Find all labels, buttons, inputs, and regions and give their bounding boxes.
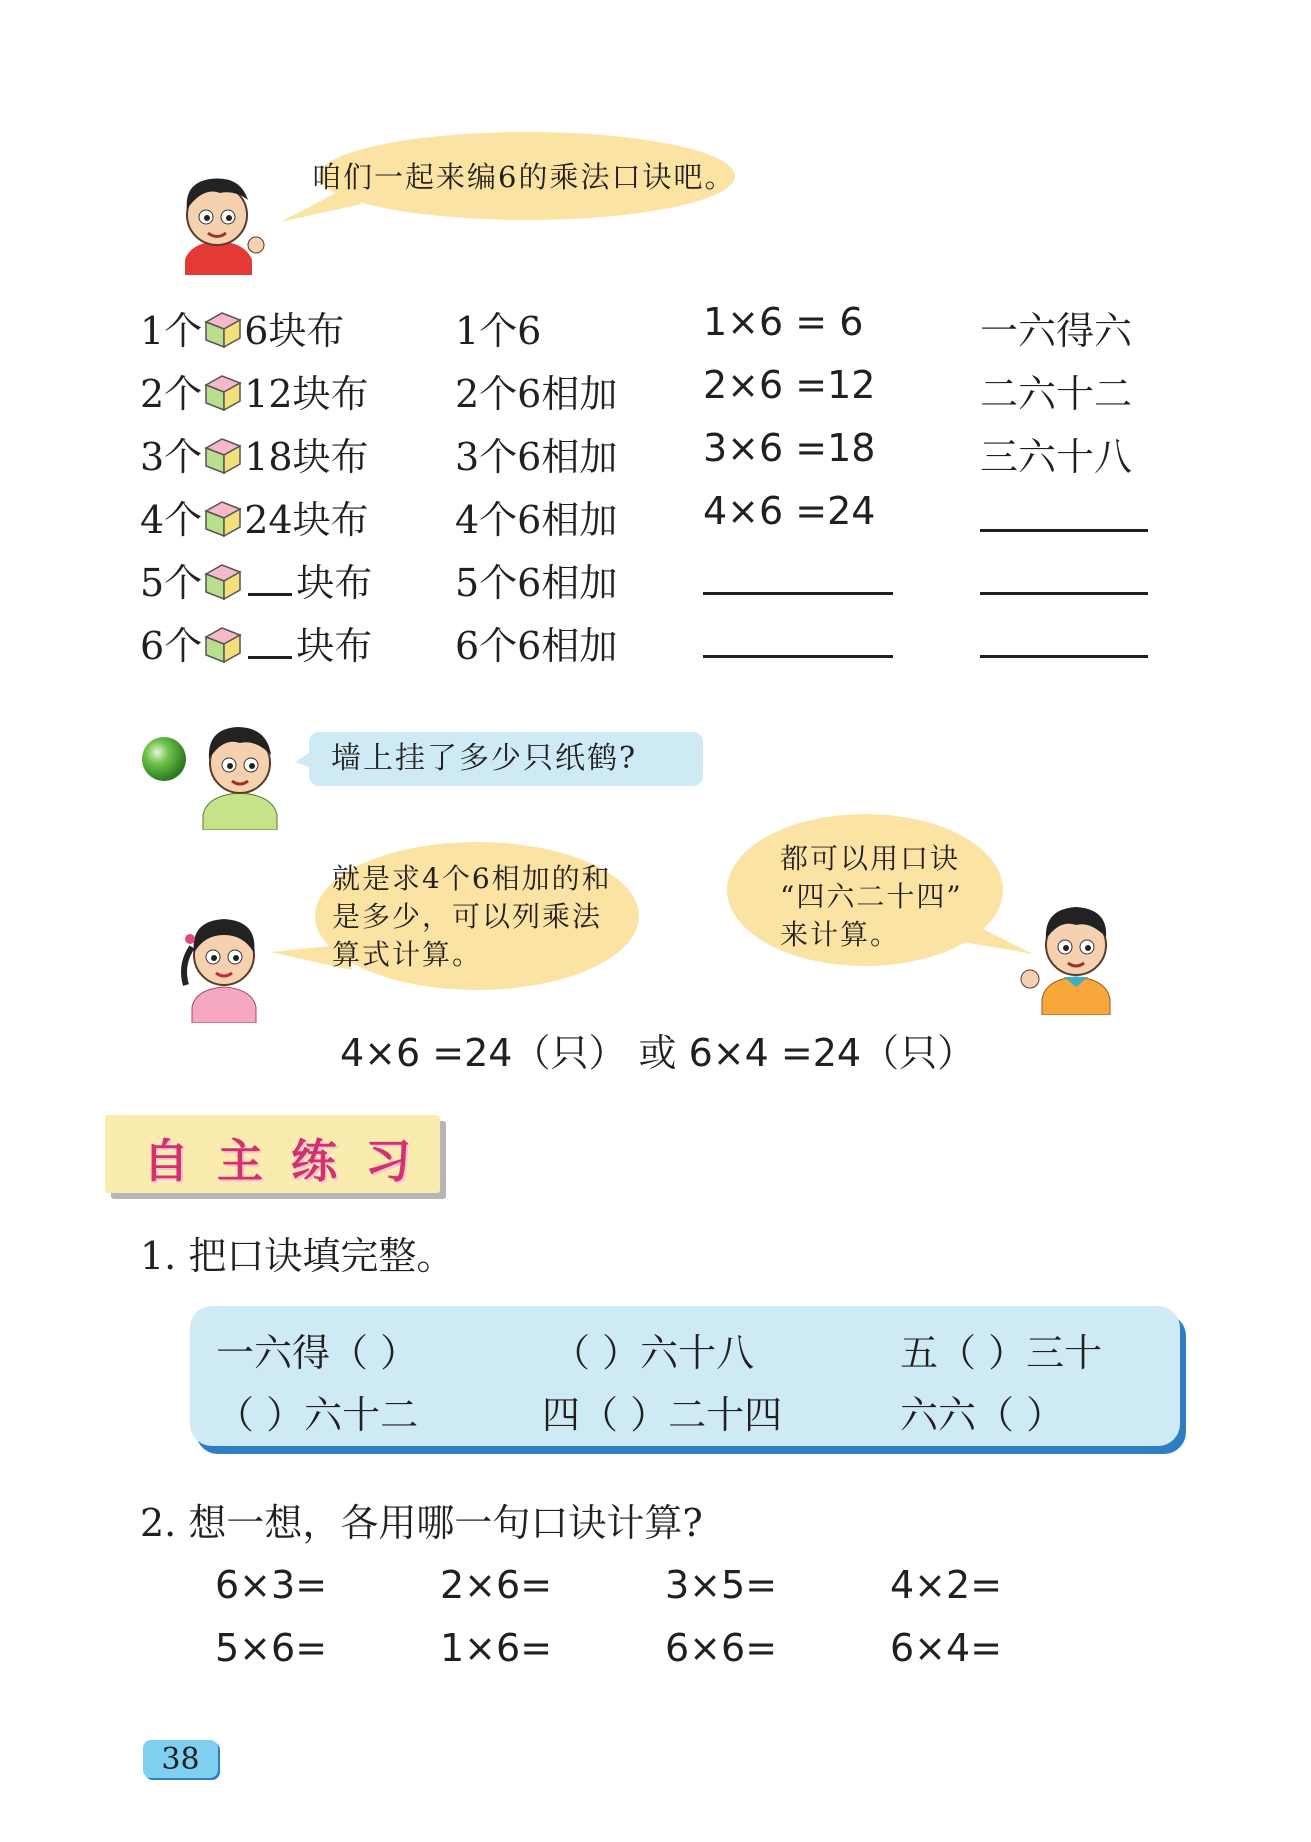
section-title: 自 主 练 习 — [143, 1134, 418, 1188]
table-row — [0, 300, 1311, 353]
exercise-2-item[interactable]: 5×6= — [215, 1626, 328, 1670]
row-count: 1个 — [140, 309, 203, 353]
cloth-count: 块布 — [296, 624, 373, 668]
exercise-2-item[interactable]: 6×6= — [665, 1626, 778, 1670]
cloth-count: 24块布 — [244, 498, 369, 542]
cloth-count-blank[interactable] — [248, 593, 292, 596]
crane-question-text: 墙上挂了多少只纸鹤? — [331, 741, 638, 776]
mnemonic-text: 一六得六 — [980, 309, 1133, 353]
girl-character — [178, 905, 270, 1023]
cloth-cube-icon — [202, 625, 244, 665]
table-row — [0, 552, 1311, 605]
cloth-count: 12块布 — [244, 372, 369, 416]
exercise-2-item[interactable]: 6×4= — [890, 1626, 1003, 1670]
exercise-2-item[interactable]: 1×6= — [440, 1626, 553, 1670]
girl-speech-line-2: 是多少，可以列乘法 — [332, 900, 603, 933]
mnemonic-fill-item[interactable]: 四（ ）二十四 — [542, 1393, 783, 1437]
exercise-2-item[interactable]: 4×2= — [890, 1563, 1003, 1607]
multiplication-equation: 4×6 =24 — [703, 489, 876, 533]
row-count: 3个 — [140, 435, 203, 479]
equation-blank[interactable] — [703, 592, 893, 595]
row-count: 4个 — [140, 498, 203, 542]
multiplication-equation: 1×6 = 6 — [703, 300, 864, 344]
cloth-cube-icon — [202, 562, 244, 602]
table-row — [0, 615, 1311, 668]
page-number: 38 — [161, 1742, 200, 1777]
cloth-count: 18块布 — [244, 435, 369, 479]
mnemonic-blank[interactable] — [980, 655, 1148, 658]
row-count: 2个 — [140, 372, 203, 416]
addition-text: 3个6相加 — [455, 435, 618, 479]
exercise-2-item[interactable]: 3×5= — [665, 1563, 778, 1607]
addition-text: 1个6 — [455, 309, 542, 353]
boy-speech-bubble — [725, 812, 1035, 982]
section-title-box — [105, 1115, 440, 1193]
exercise-2-item[interactable]: 2×6= — [440, 1563, 553, 1607]
multiplication-equation: 3×6 =18 — [703, 426, 876, 470]
cloth-cube-icon — [202, 373, 244, 413]
intro-speech-text: 咱们一起来编6的乘法口诀吧。 — [312, 160, 736, 194]
row-count: 5个 — [140, 561, 203, 605]
boy-character-3 — [1020, 895, 1125, 1015]
row-count: 6个 — [140, 624, 203, 668]
mnemonic-fill-item[interactable]: （ ）六十八 — [552, 1331, 755, 1375]
cloth-count: 6块布 — [244, 309, 345, 353]
intro-speech-bubble — [282, 130, 742, 226]
boy-speech-line-2: “四六二十四” — [780, 880, 963, 913]
multiplication-equation: 2×6 =12 — [703, 363, 876, 407]
addition-text: 6个6相加 — [455, 624, 618, 668]
boy-character-2 — [195, 715, 285, 830]
addition-text: 5个6相加 — [455, 561, 618, 605]
equation-blank[interactable] — [703, 655, 893, 658]
mnemonic-blank[interactable] — [980, 529, 1148, 532]
green-ball-icon — [140, 735, 188, 783]
exercise-2-item[interactable]: 6×3= — [215, 1563, 328, 1607]
exercise-1-title: 1. 把口诀填完整。 — [140, 1234, 455, 1278]
boy-character-1 — [170, 165, 265, 275]
addition-text: 2个6相加 — [455, 372, 618, 416]
mnemonic-fill-item[interactable]: 五（ ）三十 — [900, 1331, 1103, 1375]
cloth-cube-icon — [202, 310, 244, 350]
mnemonic-text: 三六十八 — [980, 435, 1133, 479]
girl-speech-bubble — [262, 840, 642, 1000]
cloth-cube-icon — [202, 436, 244, 476]
crane-question-bubble — [295, 732, 705, 786]
boy-speech-line-3: 来计算。 — [780, 918, 901, 951]
addition-text: 4个6相加 — [455, 498, 618, 542]
girl-speech-line-3: 算式计算。 — [332, 938, 483, 971]
mnemonic-fill-item[interactable]: 六六（ ） — [900, 1393, 1065, 1437]
exercise-2-title: 2. 想一想，各用哪一句口诀计算? — [140, 1501, 703, 1545]
boy-speech-line-1: 都可以用口诀 — [780, 842, 961, 875]
table-row — [0, 363, 1311, 416]
cloth-count-blank[interactable] — [248, 656, 292, 659]
cloth-cube-icon — [202, 499, 244, 539]
mnemonic-blank[interactable] — [980, 592, 1148, 595]
mnemonic-text: 二六十二 — [980, 372, 1133, 416]
girl-speech-line-1: 就是求4个6相加的和 — [332, 862, 612, 895]
table-row — [0, 426, 1311, 479]
page-number-badge — [143, 1740, 218, 1778]
crane-equation: 4×6 =24（只） 或 6×4 =24（只） — [340, 1031, 976, 1075]
mnemonic-practice-box — [190, 1306, 1180, 1446]
table-row — [0, 489, 1311, 542]
mnemonic-fill-item[interactable]: 一六得（ ） — [216, 1331, 419, 1375]
cloth-count: 块布 — [296, 561, 373, 605]
mnemonic-fill-item[interactable]: （ ）六十二 — [216, 1393, 419, 1437]
